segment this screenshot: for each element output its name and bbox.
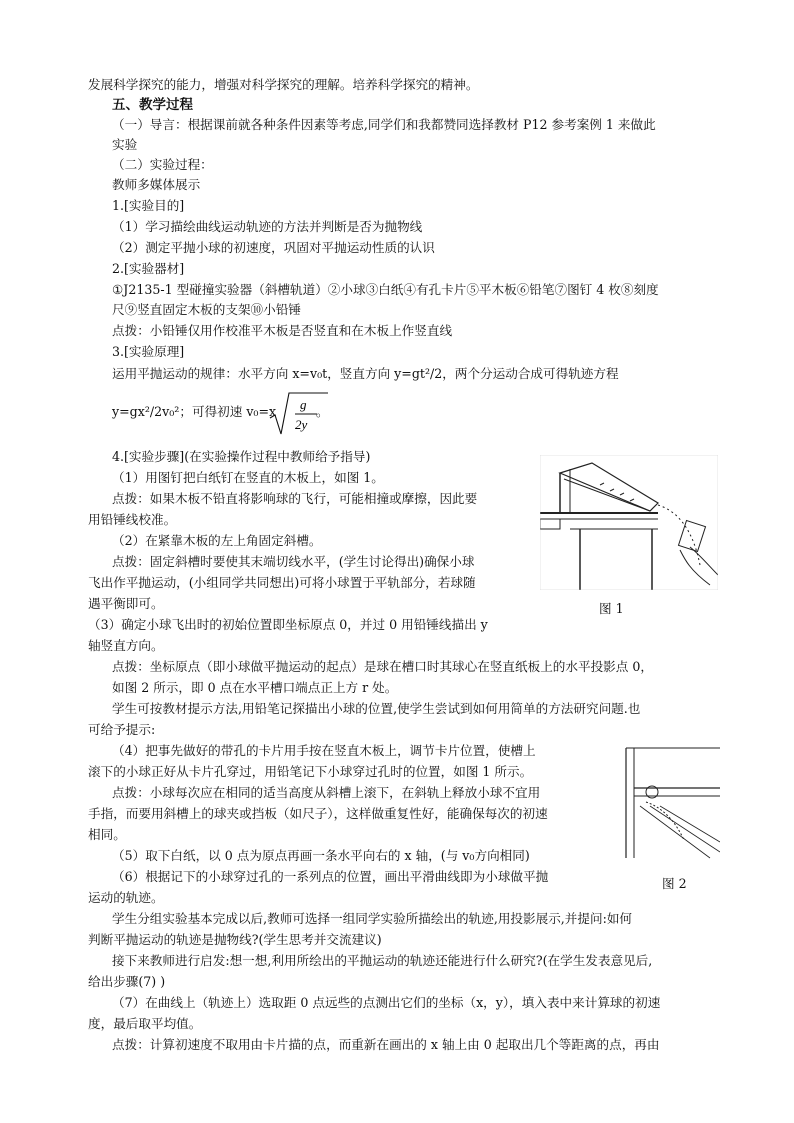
text-line: （一）导言：根据课前就各种条件因素等考虑,同学们和我都赞同选择教材 P12 参考案例 1 来做此 (112, 117, 656, 132)
text-line: 运动的轨迹。 (88, 890, 164, 905)
text-line: （3）确定小球飞出时的初始位置即坐标原点 0，并过 0 用铅锤线描出 y (88, 617, 488, 632)
text-line: 1.[实验目的] (112, 198, 185, 213)
text-line: 学生可按教材提示方法,用铅笔记探描出小球的位置,使学生尝试到如何用简单的方法研究问题.也 (112, 701, 641, 716)
text-line: （2）在紧靠木板的左上角固定斜槽。 (112, 533, 322, 548)
text-line: 遇平衡即可。 (88, 596, 164, 611)
text-line: 点拨：如果木板不铅直将影响球的飞行，可能相撞或摩擦，因此要 (112, 491, 478, 506)
figure-2-caption: 图 2 (662, 876, 687, 891)
text-line: 给出步骤(7) ) (88, 974, 166, 989)
text-line: 尺⑨竖直固定木板的支架⑩小铅锤 (112, 302, 301, 317)
text-line: 教师多媒体展示 (112, 177, 201, 192)
text-line: 飞出作平抛运动，(小组同学共同想出)可将小球置于平轨部分，若球随 (88, 575, 476, 590)
text-line: 如图 2 所示，即 0 点在水平槽口端点正上方 r 处。 (112, 680, 398, 695)
figure-1-apparatus (540, 455, 718, 590)
text-line: （1）用图钉把白纸钉在竖直的木板上，如图 1。 (112, 470, 384, 485)
text-line: 滚下的小球正好从卡片孔穿过，用铅笔记下小球穿过孔时的位置，如图 1 所示。 (88, 764, 533, 779)
formula-denominator: 2y (295, 417, 308, 432)
text-line: 度，最后取平均值。 (88, 1016, 202, 1031)
text-line: 相同。 (88, 827, 126, 842)
text-line: （6）根据记下的小球穿过孔的一系列点的位置，画出平滑曲线即为小球做平抛 (112, 869, 549, 884)
text-line: 点拨：小球每次应在相同的适当高度从斜槽上滚下，在斜轨上释放小球不宜用 (112, 785, 541, 800)
text-line: 接下来教师进行启发:想一想,利用所绘出的平抛运动的轨迹还能进行什么研究?(在学生发表意见后, (112, 953, 653, 968)
text-line: y=gx²/2v₀²；可得初速 v₀=x (112, 404, 277, 419)
text-line: 3.[实验原理] (112, 344, 185, 359)
text-line: 学生分组实验基本完成以后,教师可选择一组同学实验所描绘出的轨迹,用投影展示,并提问:如何 (112, 911, 633, 926)
figure-1-caption: 图 1 (599, 601, 624, 616)
text-line: （5）取下白纸，以 0 点为原点再画一条水平向右的 x 轴，(与 v₀方向相同) (112, 848, 530, 863)
text-line: 点拨：坐标原点（即小球做平抛运动的起点）是球在槽口时其球心在竖直纸板上的水平投影点 0， (112, 659, 653, 674)
text-line: 用铅锤线校准。 (88, 512, 177, 527)
text-line: 轴竖直方向。 (88, 638, 164, 653)
figure-2-board (620, 740, 720, 865)
text-line: 运用平抛运动的规律：水平方向 x=v₀t，竖直方向 y=gt²/2，两个分运动合成可得轨迹方程 (112, 366, 619, 381)
text-line: （4）把事先做好的带孔的卡片用手按在竖直木板上，调节卡片位置，使槽上 (112, 743, 536, 758)
text-line: 点拨：计算初速度不取用由卡片描的点，而重新在画出的 x 轴上由 0 起取出几个等距离的点，再由 (112, 1037, 660, 1052)
text-line: 点拨：小铅锤仅用作校准平木板是否竖直和在木板上作竖直线 (112, 323, 453, 338)
text-line: （2）测定平抛小球的初速度，巩固对平抛运动性质的认识 (112, 240, 435, 255)
text-line: 2.[实验器材] (112, 261, 185, 276)
text-line: （1）学习描绘曲线运动轨迹的方法并判断是否为抛物线 (112, 219, 423, 234)
section-heading: 五、教学过程 (112, 97, 193, 113)
text-line: （二）实验过程： (112, 157, 213, 172)
formula-numerator: g (300, 397, 307, 412)
text-line: 判断平抛运动的轨迹是抛物线?(学生思考并交流建议) (88, 932, 382, 947)
formula-tail: 。 (316, 404, 329, 419)
text-line: 手指，而要用斜槽上的球夹或挡板（如尺子），这样做重复性好，能确保每次的初速 (88, 806, 548, 821)
text-line: 4.[实验步骤](在实验操作过程中教师给予指导) (112, 449, 371, 464)
text-line: 实验 (112, 137, 138, 152)
text-line: 可给予提示: (88, 722, 156, 737)
text-line: ①J2135-1 型碰撞实验器（斜槽轨道）②小球③白纸④有孔卡片⑤平木板⑥铅笔⑦图钉 4 枚⑧刻度 (112, 282, 659, 297)
text-line: 点拨：固定斜槽时要使其末端切线水平，(学生讨论得出)确保小球 (112, 554, 475, 569)
text-line: 发展科学探究的能力，增强对科学探究的理解。培养科学探究的精神。 (88, 77, 479, 92)
text-line: （7）在曲线上（轨迹上）选取距 0 点远些的点测出它们的坐标（x，y），填入表中来计算球的初速 (112, 995, 661, 1010)
